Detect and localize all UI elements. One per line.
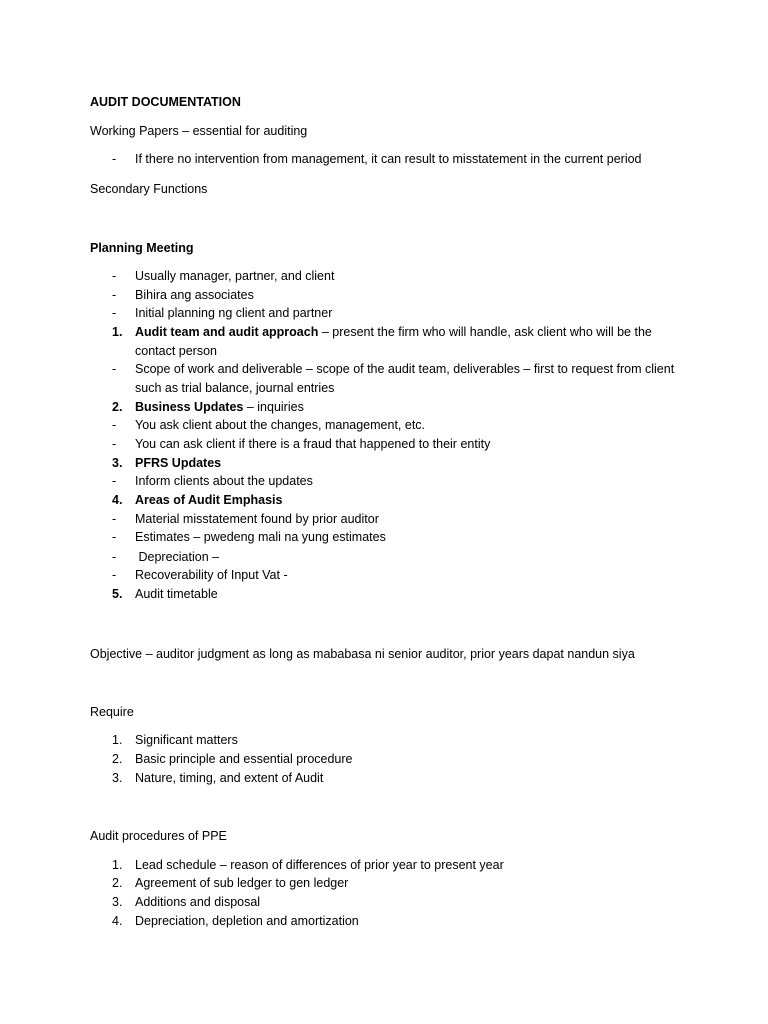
list-item-text: Significant matters bbox=[135, 733, 238, 747]
planning-meeting-heading: Planning Meeting bbox=[90, 241, 194, 255]
list-item bbox=[90, 398, 680, 417]
list-marker: - bbox=[112, 418, 117, 432]
list-item-text: Inform clients about the updates bbox=[135, 474, 313, 488]
list-item-text: You ask client about the changes, management, etc. bbox=[135, 418, 426, 432]
list-marker: - bbox=[112, 474, 117, 488]
list-marker: - bbox=[112, 530, 117, 544]
list-item-text: Initial planning ng client and partner bbox=[135, 306, 333, 320]
list-item-text: Nature, timing, and extent of Audit bbox=[135, 771, 324, 785]
list-item-text: Audit timetable bbox=[135, 587, 218, 601]
list-item bbox=[90, 893, 680, 912]
list-marker: - bbox=[112, 550, 117, 564]
secondary-functions-line: Secondary Functions bbox=[90, 182, 208, 196]
list-marker: 2. bbox=[112, 752, 123, 766]
list-item bbox=[90, 472, 680, 491]
list-item bbox=[90, 323, 680, 360]
list-item-text: Depreciation, depletion and amortization bbox=[135, 914, 359, 928]
list-marker: 2. bbox=[112, 876, 123, 890]
list-marker: 4. bbox=[112, 493, 123, 507]
list-item-lead: Audit team and audit approach bbox=[135, 325, 319, 339]
list-marker: 3. bbox=[112, 895, 123, 909]
list-item bbox=[90, 360, 680, 397]
list-item-text: Depreciation – bbox=[135, 550, 220, 564]
list-marker: 2. bbox=[112, 400, 123, 414]
list-marker: 3. bbox=[112, 456, 123, 470]
list-marker: - bbox=[112, 288, 117, 302]
list-item bbox=[90, 548, 680, 567]
list-item-lead: PFRS Updates bbox=[135, 456, 222, 470]
list-item-text: Scope of work and deliverable – scope of the audit team, deliverables – first to request from client such as trial balance, journal entries bbox=[135, 362, 675, 395]
list-item-text: Estimates – pwedeng mali na yung estimates bbox=[135, 530, 386, 544]
working-papers-bullet bbox=[90, 150, 680, 169]
bullet-text: If there no intervention from management, it can result to misstatement in the current period bbox=[135, 152, 642, 166]
list-marker: 5. bbox=[112, 587, 123, 601]
list-item-text: Lead schedule – reason of differences of prior year to present year bbox=[135, 858, 504, 872]
list-item-lead: Areas of Audit Emphasis bbox=[135, 493, 283, 507]
bullet-marker: - bbox=[112, 152, 117, 166]
list-item bbox=[90, 267, 680, 286]
list-item-text: Agreement of sub ledger to gen ledger bbox=[135, 876, 349, 890]
list-marker: 1. bbox=[112, 325, 123, 339]
list-item-text: You can ask client if there is a fraud that happened to their entity bbox=[135, 437, 491, 451]
list-marker: - bbox=[112, 512, 117, 526]
list-item bbox=[90, 435, 680, 454]
list-item bbox=[90, 528, 680, 547]
list-item bbox=[90, 491, 680, 510]
working-papers-line: Working Papers – essential for auditing bbox=[90, 124, 308, 138]
list-marker: - bbox=[112, 269, 117, 283]
list-marker: - bbox=[112, 362, 117, 376]
list-marker: - bbox=[112, 306, 117, 320]
list-item bbox=[90, 731, 680, 750]
list-item-text: Bihira ang associates bbox=[135, 288, 254, 302]
list-item-text: Recoverability of Input Vat - bbox=[135, 568, 288, 582]
list-item bbox=[90, 750, 680, 769]
list-marker: 1. bbox=[112, 858, 123, 872]
ppe-heading: Audit procedures of PPE bbox=[90, 829, 227, 843]
list-item bbox=[90, 286, 680, 305]
list-item-text: Material misstatement found by prior auditor bbox=[135, 512, 379, 526]
list-item bbox=[90, 856, 680, 875]
list-marker: 3. bbox=[112, 771, 123, 785]
list-item bbox=[90, 304, 680, 323]
list-item bbox=[90, 874, 680, 893]
list-item bbox=[90, 510, 680, 529]
require-heading: Require bbox=[90, 705, 134, 719]
list-item bbox=[90, 912, 680, 931]
list-marker: - bbox=[112, 437, 117, 451]
list-marker: - bbox=[112, 568, 117, 582]
document-title: AUDIT DOCUMENTATION bbox=[90, 95, 241, 109]
list-item-lead: Business Updates bbox=[135, 400, 244, 414]
list-marker: 4. bbox=[112, 914, 123, 928]
list-item bbox=[90, 769, 680, 788]
objective-line: Objective – auditor judgment as long as mababasa ni senior auditor, prior years dapat nandun siya bbox=[90, 647, 635, 661]
list-marker: 1. bbox=[112, 733, 123, 747]
list-item-text: – inquiries bbox=[243, 400, 304, 414]
list-item bbox=[90, 454, 680, 473]
list-item-text: Additions and disposal bbox=[135, 895, 261, 909]
list-item-text: Basic principle and essential procedure bbox=[135, 752, 353, 766]
list-item bbox=[90, 416, 680, 435]
list-item bbox=[90, 566, 680, 585]
list-item-text: – present the firm who will handle, ask client who will be the contact person bbox=[135, 325, 652, 358]
list-item-text: Usually manager, partner, and client bbox=[135, 269, 335, 283]
list-item bbox=[90, 585, 680, 604]
